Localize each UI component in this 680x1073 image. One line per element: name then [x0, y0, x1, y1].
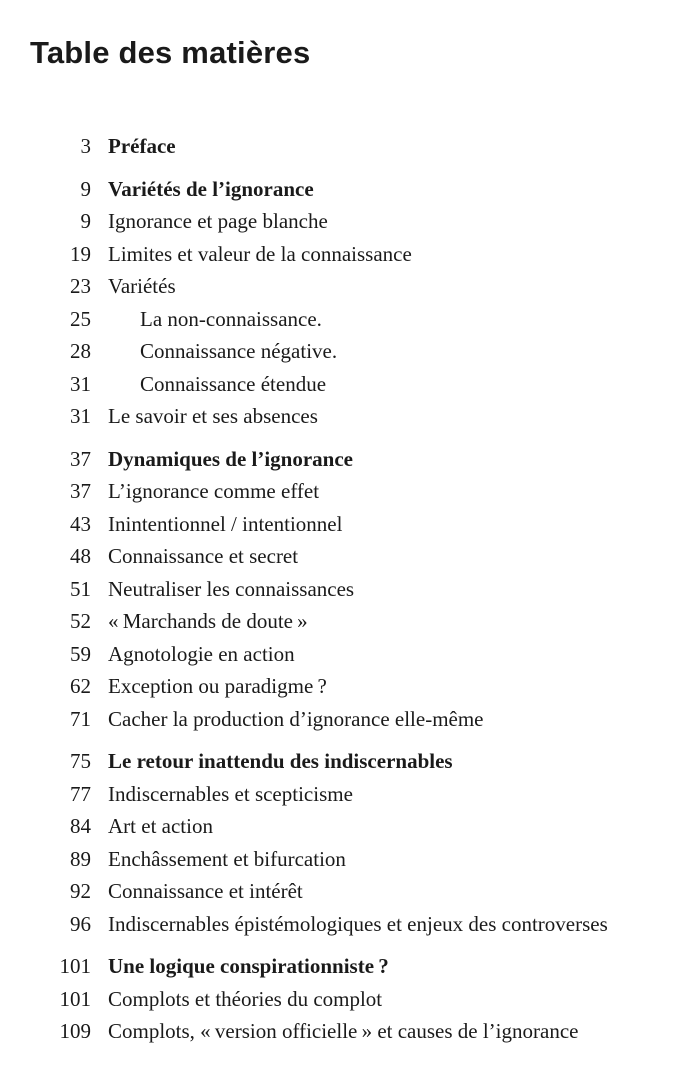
toc-entry-title: Art et action	[108, 814, 213, 839]
toc-entry	[30, 778, 662, 811]
toc-entry-page-number: 43	[70, 511, 91, 536]
toc-entry-page-number: 52	[70, 609, 91, 634]
toc-entry	[30, 238, 662, 271]
toc-entry	[30, 173, 662, 206]
toc-entry	[30, 270, 662, 303]
toc-entry-page-number: 37	[70, 446, 91, 471]
toc-entry	[30, 335, 662, 368]
toc-entry-title: La non-connaissance.	[140, 306, 322, 331]
toc-entry-title: Le savoir et ses absences	[108, 404, 318, 429]
toc-entry-title: Préface	[108, 134, 176, 159]
toc-entry-page-number: 9	[80, 209, 91, 234]
toc-entry-title: Une logique conspirationniste ?	[108, 954, 389, 979]
toc-entry-title: Agnotologie en action	[108, 641, 295, 666]
toc-entry-page-number: 48	[70, 544, 91, 569]
toc-entry-title: Le retour inattendu des indiscernables	[108, 749, 453, 774]
toc-entry-title: Variétés	[108, 274, 176, 299]
toc-entry-page-number: 71	[70, 706, 91, 731]
toc-entry-title: Inintentionnel / intentionnel	[108, 511, 343, 536]
toc-entry-page-number: 84	[70, 814, 91, 839]
toc-entry-title: Connaissance et secret	[108, 544, 299, 569]
toc-entry-page-number: 25	[70, 306, 91, 331]
toc-entry-title: Connaissance et intérêt	[108, 879, 303, 904]
toc-entry-title: Variétés de l’ignorance	[108, 176, 314, 201]
toc-entry	[30, 745, 662, 778]
toc-entry	[30, 843, 662, 876]
toc-entry	[30, 703, 662, 736]
toc-entry	[30, 875, 662, 908]
toc-entry	[30, 573, 662, 606]
toc-entry-page-number: 31	[70, 371, 91, 396]
toc-entry	[30, 810, 662, 843]
toc-entry	[30, 605, 662, 638]
toc-entry-title: Complots, « version officielle » et causes de l’ignorance	[108, 1019, 579, 1044]
toc-entry-title: Indiscernables et scepticisme	[108, 781, 353, 806]
toc-entry-page-number: 28	[70, 339, 91, 364]
toc-entry-page-number: 37	[70, 479, 91, 504]
toc-entry	[30, 400, 662, 433]
toc-entry-page-number: 51	[70, 576, 91, 601]
toc-entry-page-number: 77	[70, 781, 91, 806]
toc-entry-page-number: 101	[59, 954, 91, 979]
toc-entry-title: Indiscernables épistémologiques et enjeux des controverses	[108, 911, 608, 936]
toc-entry-title: L’ignorance comme effet	[108, 479, 320, 504]
toc-entry	[30, 638, 662, 671]
toc-entry-page-number: 101	[59, 986, 91, 1011]
toc-entry-page-number: 62	[70, 674, 91, 699]
toc-entry-title: Neutraliser les connaissances	[108, 576, 355, 601]
toc-entry-title: Complots et théories du complot	[108, 986, 383, 1011]
toc-entry	[30, 130, 662, 163]
toc-entry-page-number: 59	[70, 641, 91, 666]
page-title: Table des matières	[30, 35, 311, 70]
toc-entry	[30, 205, 662, 238]
toc-entry	[30, 475, 662, 508]
toc-entry-title: Limites et valeur de la connaissance	[108, 241, 412, 266]
toc-entry-page-number: 3	[80, 134, 91, 159]
toc-entry-page-number: 9	[80, 176, 91, 201]
toc-entry-page-number: 19	[70, 241, 91, 266]
toc-entry-title: Connaissance étendue	[140, 371, 327, 396]
toc-entry	[30, 508, 662, 541]
toc-entry	[30, 303, 662, 336]
toc-entry-page-number: 31	[70, 404, 91, 429]
toc-entry	[30, 1015, 662, 1048]
toc-entry-page-number: 75	[70, 749, 91, 774]
toc-entry-page-number: 109	[59, 1019, 91, 1044]
toc-entry-title: Connaissance négative.	[140, 339, 338, 364]
toc-entry-page-number: 23	[70, 274, 91, 299]
toc-entry	[30, 540, 662, 573]
toc-entry-title: Exception ou paradigme ?	[108, 674, 327, 699]
toc-entry	[30, 983, 662, 1016]
toc-entry	[30, 950, 662, 983]
toc-entry-title: Dynamiques de l’ignorance	[108, 446, 354, 471]
toc-entry-title: « Marchands de doute »	[108, 609, 308, 634]
toc-entry-page-number: 92	[70, 879, 91, 904]
toc-entry-page-number: 89	[70, 846, 91, 871]
toc-entry	[30, 908, 662, 941]
toc-entry	[30, 368, 662, 401]
toc-entry-title: Cacher la production d’ignorance elle-même	[108, 706, 484, 731]
toc-entry-title: Ignorance et page blanche	[108, 209, 328, 234]
toc-entry-page-number: 96	[70, 911, 91, 936]
toc-entry-title: Enchâssement et bifurcation	[108, 846, 346, 871]
toc-entry	[30, 443, 662, 476]
toc-list	[30, 130, 662, 1048]
toc-entry	[30, 670, 662, 703]
